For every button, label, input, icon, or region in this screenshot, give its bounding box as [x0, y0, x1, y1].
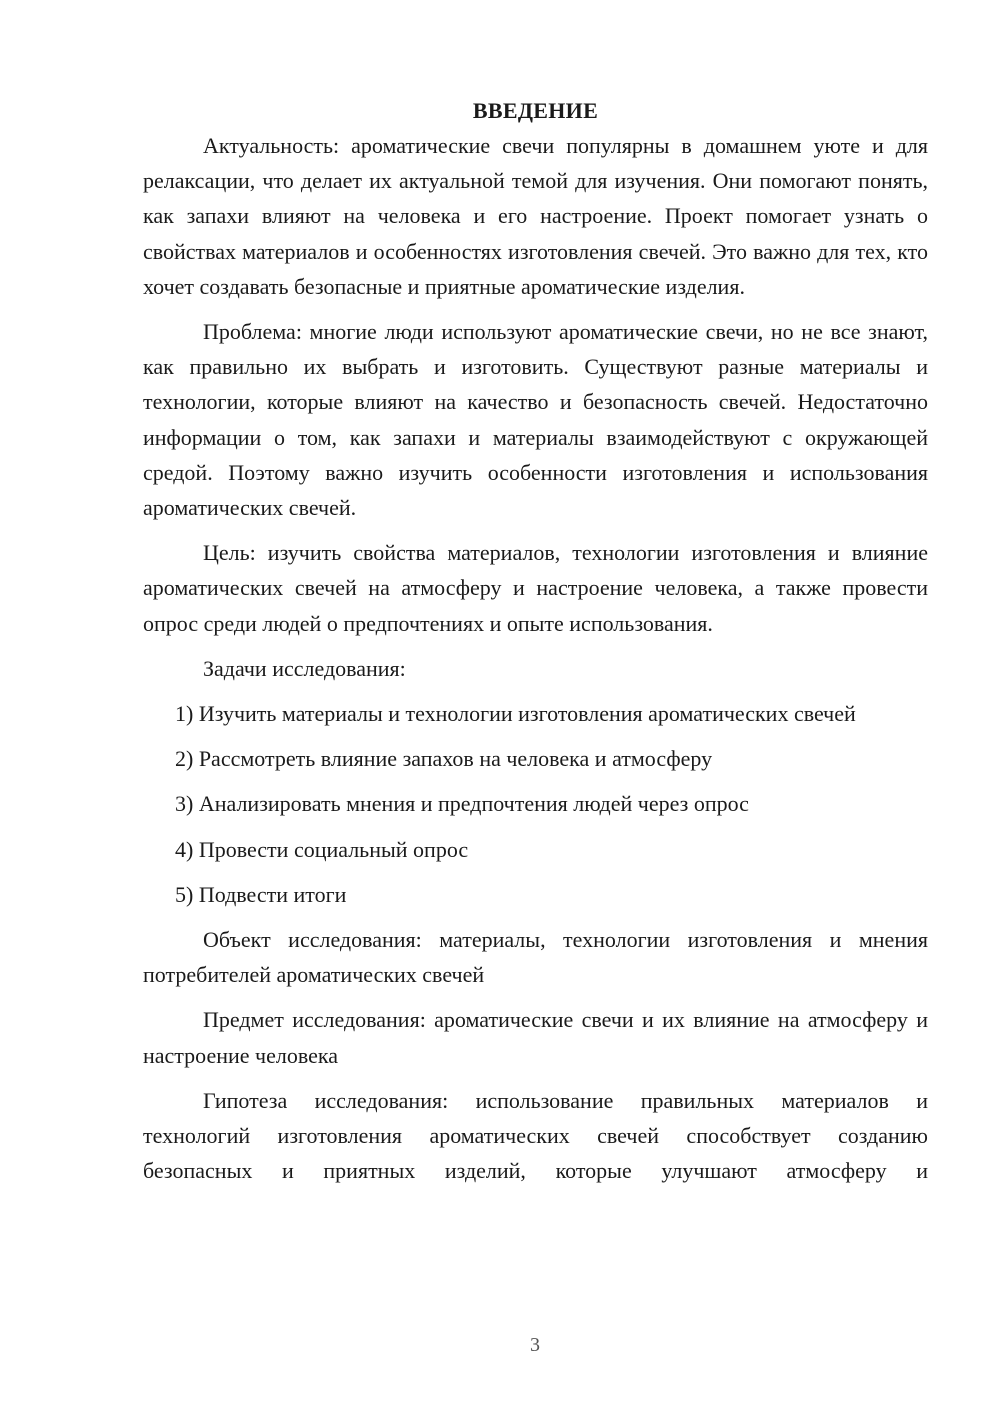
object-paragraph: Объект исследования: материалы, технологии изготовления и мнения потребителей ароматических свечей — [143, 927, 928, 988]
task-item-1: 1) Изучить материалы и технологии изготовления ароматических свечей — [175, 701, 856, 727]
task-item-2: 2) Рассмотреть влияние запахов на человека и атмосферу — [175, 746, 713, 772]
task-item-3: 3) Анализировать мнения и предпочтения людей через опрос — [175, 791, 749, 817]
relevance-paragraph: Актуальность: ароматические свечи популярны в домашнем уюте и для релаксации, что делает их актуальной темой для изучения. Они помогают понять, как запахи влияют на человека и его настроение. Проект помогает узнать о свойствах материалов и особенностях изготовления свечей. Это важно для тех, кто хочет создавать безопасные и приятные ароматические изделия. — [143, 133, 928, 299]
document-page — [143, 96, 928, 1188]
task-item-4: 4) Провести социальный опрос — [175, 836, 469, 862]
goal-paragraph: Цель: изучить свойства материалов, технологии изготовления и влияние ароматических свечей на атмосферу и настроение человека, а также провести опрос среди людей о предпочтениях и опыте использования. — [143, 540, 928, 636]
page-number: 3 — [530, 1334, 540, 1356]
page-title: ВВЕДЕНИЕ — [472, 98, 599, 123]
hypothesis-paragraph: Гипотеза исследования: использование правильных материалов и технологий изготовления ароматических свечей способствует созданию безопасных и приятных изделий, которые улучшают атмосферу и — [143, 1087, 928, 1184]
problem-paragraph: Проблема: многие люди используют ароматические свечи, но не все знают, как правильно их выбрать и изготовить. Существуют разные материалы и технологии, которые влияют на качество и безопасность свечей. Недостаточно информации о том, как запахи и материалы взаимодействуют с окружающей средой. Поэтому важно изучить особенности изготовления и использования ароматических свечей. — [143, 319, 928, 521]
tasks-heading: Задачи исследования: — [203, 655, 406, 681]
task-item-5: 5) Подвести итоги — [175, 881, 347, 907]
subject-paragraph: Предмет исследования: ароматические свечи и их влияние на атмосферу и настроение человека — [143, 1007, 928, 1068]
